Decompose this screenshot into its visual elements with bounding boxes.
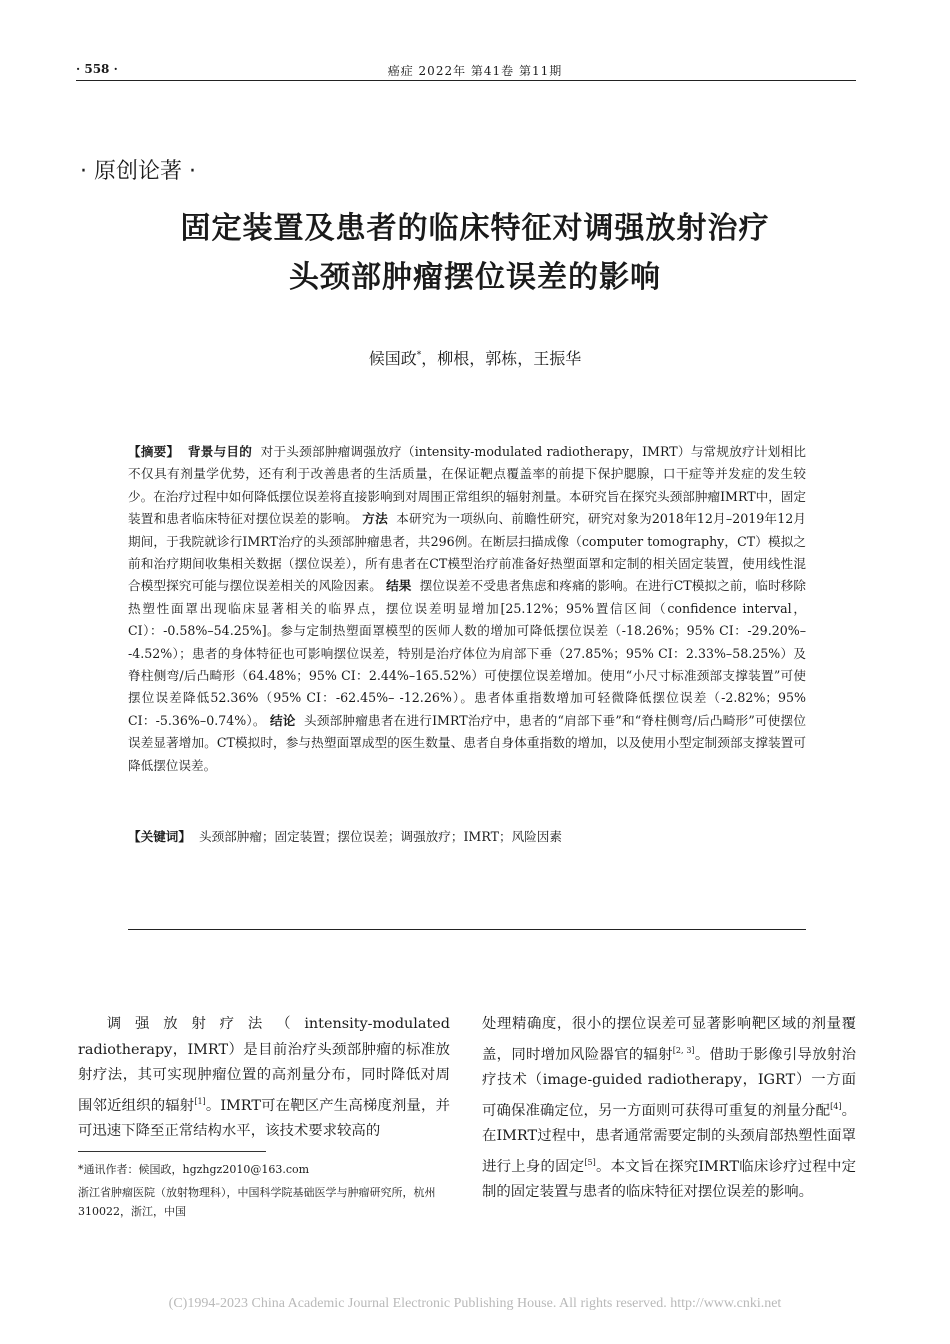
footnote-contact: *通讯作者：候国政，hgzhgz2010@163.com [78, 1163, 310, 1176]
authors [0, 346, 950, 369]
corresponding-mark: * [416, 350, 422, 361]
citation: [2, 3] [672, 1045, 695, 1055]
citation: [5] [584, 1157, 596, 1167]
page-number: · 558 · [76, 62, 118, 76]
abstract [128, 441, 806, 777]
co-authors: ，柳根，郭栋，王振华 [421, 349, 582, 368]
section-label: · 原创论著 · [80, 159, 196, 184]
abstract-divider [128, 929, 806, 930]
footnote-affiliation: 浙江省肿瘤医院（放射物理科），中国科学院基础医学与肿瘤研究所，杭州 310022，浙江，中国 [78, 1186, 436, 1218]
body-left-column [78, 1012, 450, 1145]
keywords [128, 826, 806, 848]
corresponding-author: 候国政 [368, 349, 417, 368]
method-text: 本研究为一项纵向、前瞻性研究，研究对象为2018年12月–2019年12月期间，于我院就诊行IMRT治疗的头颈部肿瘤患者，共296例。在断层扫描成像（computer tomography，CT）模拟之前和治疗期间收集相关数据（摆位误差），所有患者在CT模型治疗前准备好热塑面罩和定制的相关固定装置，使用线性混合模型探究可能与摆位误差相关的风险因素。 [128, 511, 807, 594]
method-label: 方法 [362, 511, 388, 527]
header-rule [76, 80, 856, 81]
abstract-label: 【摘要】 [128, 444, 180, 459]
background-label: 背景与目的 [187, 444, 253, 459]
body-text: 处理精确度，很小的摆位误差可显著影响靶区域的剂量覆盖，同时增加风险器官的辐射 [482, 1016, 856, 1063]
conclusion-label: 结论 [269, 712, 296, 728]
citation: [1] [194, 1096, 206, 1106]
title-line-1: 固定装置及患者的临床特征对调强放射治疗 [180, 211, 770, 246]
body-right-column [482, 1012, 856, 1206]
title-line-2: 头颈部肿瘤摆位误差的影响 [289, 260, 661, 295]
body-text: 。借助于影像引导放射治疗技术（image-guided radiotherapy，IGRT）一方面可确保准确定位，另一方面则可获得可重复的剂量分配 [482, 1046, 856, 1119]
keywords-text: 头颈部肿瘤；固定装置；摆位误差；调强放疗；IMRT；风险因素 [198, 829, 562, 844]
result-label: 结果 [386, 578, 412, 594]
body-text: 调强放射疗法（intensity-modulated radiotherapy，IMRT）是目前治疗头颈部肿瘤的标准放射疗法，其可实现肿瘤位置的高剂量分布，同时降低对周围邻近组织的辐射 [78, 1016, 450, 1114]
keywords-label: 【关键词】 [128, 829, 191, 844]
citation: [4] [830, 1101, 842, 1111]
conclusion-text: 头颈部肿瘤患者在进行IMRT治疗中，患者的“肩部下垂”和“脊柱侧弯/后凸畸形”可使摆位误差显著增加。CT模拟时，参与热塑面罩成型的医生数量、患者自身体重指数的增加，以及使用小型定制颈部支撑装置可降低摆位误差。 [128, 712, 806, 773]
body-text: 。IMRT可在靶区产生高梯度剂量，并可迅速下降至正常结构水平，该技术要求较高的 [78, 1097, 450, 1140]
body-text: 。本文旨在探究IMRT临床诊疗过程中定制的固定装置与患者的临床特征对摆位误差的影响。 [482, 1158, 856, 1200]
background-text: 对于头颈部肿瘤调强放疗（intensity-modulated radiotherapy，IMRT）与常规放疗计划相比不仅具有剂量学优势，还有利于改善患者的生活质量，在保证靶点覆盖率的前提下保护腮腺，口干症等并发症的发生较少。在治疗过程中如何降低摆位误差将直接影响到对周围正常组织的辐射剂量。本研究旨在探究头颈部肿瘤IMRT中，固定装置和患者临床特征对摆位误差的影响。 [128, 444, 807, 527]
journal-header: 癌症 2022年 第41卷 第11期 [387, 64, 563, 78]
result-text: 摆位误差不受患者焦虑和疼痛的影响。在进行CT模拟之前，临时移除热塑性面罩出现临床显著相关的临界点，摆位误差明显增加[25.12%；95%置信区间（confidence interval，CI）：-0.58%–54.25%]。参与定制热塑面罩模型的医师人数的增加可降低摆位误差（-18.26%；95% CI：-29.20%– -4.52%）；患者的身体特征也可影响摆位误差，特别是治疗体位为肩部下垂（27.85%；95% CI：2.33%–58.25%）及脊柱侧弯/后凸畸形（64.48%；95% CI：2.44%–165.52%）可使摆位误差增加。使用“小尺寸标准颈部支撑装置”可使摆位误差降低52.36%（95% CI：-62.45%– -12.26%）。患者体重指数增加可轻微降低摆位误差（-2.82%；95% CI：-5.36%–0.74%）。 [128, 578, 806, 728]
body-text: 。在IMRT过程中，患者通常需要定制的头颈肩部热塑性面罩进行上身的固定 [482, 1102, 856, 1175]
footnote-rule [78, 1151, 266, 1152]
copyright-watermark: (C)1994-2023 China Academic Journal Electronic Publishing House. All rights reserved. http://www.cnki.net [168, 1296, 782, 1311]
